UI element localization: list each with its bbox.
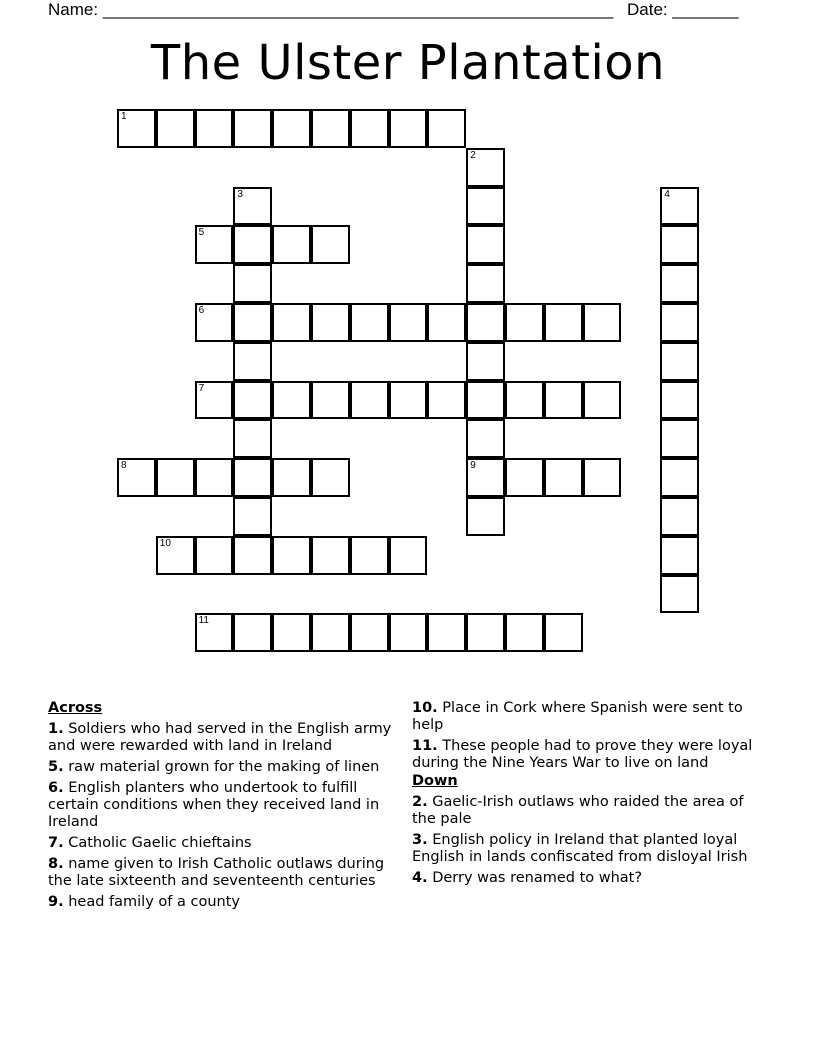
grid-cell[interactable] (233, 419, 272, 458)
grid-cell[interactable] (233, 342, 272, 381)
grid-cell[interactable] (466, 187, 505, 226)
grid-cell[interactable] (660, 381, 699, 420)
clue-number: 4. (412, 870, 428, 886)
grid-cell[interactable] (466, 497, 505, 536)
cell-number: 10 (159, 537, 171, 549)
grid-cell[interactable] (195, 613, 234, 652)
grid-cell[interactable] (350, 109, 389, 148)
grid-cell[interactable] (272, 109, 311, 148)
grid-cell[interactable] (233, 497, 272, 536)
clue-number: 8. (48, 856, 64, 872)
clue-across-6 (48, 780, 408, 831)
clue-number: 7. (48, 835, 64, 851)
clue-across-5 (48, 759, 408, 776)
grid-cell[interactable] (660, 264, 699, 303)
grid-cell[interactable] (466, 264, 505, 303)
grid-cell[interactable] (272, 536, 311, 575)
grid-cell[interactable] (466, 148, 505, 187)
grid-cell[interactable] (505, 381, 544, 420)
grid-cell[interactable] (660, 303, 699, 342)
cell-number: 6 (198, 305, 205, 316)
grid-cell[interactable] (660, 497, 699, 536)
clue-number: 1. (48, 721, 64, 737)
grid-cell[interactable] (195, 381, 234, 420)
grid-cell[interactable] (233, 381, 272, 420)
grid-cell[interactable] (466, 419, 505, 458)
clue-down-3 (412, 832, 757, 866)
grid-cell[interactable] (427, 381, 466, 420)
grid-cell[interactable] (272, 381, 311, 420)
grid-cell[interactable] (272, 225, 311, 264)
grid-cell[interactable] (466, 381, 505, 420)
grid-cell[interactable] (583, 458, 622, 497)
grid-cell[interactable] (466, 613, 505, 652)
clue-number: 10. (412, 700, 438, 716)
grid-cell[interactable] (350, 613, 389, 652)
grid-cell[interactable] (233, 264, 272, 303)
clue-across-8 (48, 856, 408, 890)
grid-cell[interactable] (583, 381, 622, 420)
grid-cell[interactable] (272, 613, 311, 652)
grid-cell[interactable] (389, 613, 428, 652)
grid-cell[interactable] (233, 225, 272, 264)
clue-down-4 (412, 870, 757, 887)
across-heading: Across (48, 700, 103, 716)
grid-cell[interactable] (117, 458, 156, 497)
page-title: The Ulster Plantation (150, 35, 666, 91)
grid-cell[interactable] (233, 458, 272, 497)
cell-number: 1 (121, 111, 127, 122)
grid-cell[interactable] (389, 536, 428, 575)
grid-cell[interactable] (544, 381, 583, 420)
grid-cell[interactable] (311, 536, 350, 575)
clue-text: raw material grown for the making of linen (63, 759, 380, 775)
grid-cell[interactable] (544, 303, 583, 342)
grid-cell[interactable] (156, 536, 195, 575)
clue-across-1 (48, 721, 408, 755)
cell-number: 2 (470, 149, 476, 161)
grid-cell[interactable] (233, 187, 272, 226)
clue-number: 2. (412, 794, 428, 810)
clue-text: English planters who undertook to fulfill certain conditions when they received land in Ireland (48, 780, 380, 830)
grid-cell[interactable] (233, 109, 272, 148)
grid-cell[interactable] (660, 342, 699, 381)
clue-across-11 (412, 738, 757, 772)
grid-cell[interactable] (583, 303, 622, 342)
grid-cell[interactable] (660, 187, 699, 226)
clue-down-2 (412, 794, 757, 828)
clue-text: Derry was renamed to what? (427, 870, 643, 886)
grid-cell[interactable] (272, 458, 311, 497)
clue-number: 11. (412, 738, 438, 754)
grid-cell[interactable] (350, 381, 389, 420)
grid-cell[interactable] (505, 613, 544, 652)
grid-cell[interactable] (389, 303, 428, 342)
grid-cell[interactable] (389, 381, 428, 420)
cell-number: 5 (198, 227, 205, 239)
clue-number: 9. (48, 894, 64, 910)
grid-cell[interactable] (660, 419, 699, 458)
clue-text: Place in Cork where Spanish were sent to help (412, 700, 743, 733)
grid-cell[interactable] (272, 303, 311, 342)
grid-cell[interactable] (427, 613, 466, 652)
grid-cell[interactable] (660, 225, 699, 264)
grid-cell[interactable] (156, 458, 195, 497)
grid-cell[interactable] (195, 536, 234, 575)
grid-cell[interactable] (195, 303, 234, 342)
grid-cell[interactable] (233, 303, 272, 342)
cell-number: 9 (470, 460, 476, 472)
grid-cell[interactable] (311, 458, 350, 497)
grid-cell[interactable] (195, 225, 234, 264)
grid-cell[interactable] (156, 109, 195, 148)
grid-cell[interactable] (117, 109, 156, 148)
grid-cell[interactable] (350, 536, 389, 575)
grid-cell[interactable] (195, 109, 234, 148)
down-heading: Down (412, 773, 458, 789)
grid-cell[interactable] (466, 303, 505, 342)
grid-cell[interactable] (505, 458, 544, 497)
grid-cell[interactable] (311, 109, 350, 148)
grid-cell[interactable] (660, 458, 699, 497)
clue-number: 6. (48, 780, 64, 796)
cell-number: 4 (664, 188, 670, 200)
grid-cell[interactable] (311, 225, 350, 264)
cell-number: 11 (198, 615, 209, 627)
grid-cell[interactable] (311, 381, 350, 420)
grid-cell[interactable] (466, 342, 505, 381)
clue-text: English policy in Ireland that planted loyal English in lands confiscated from disloyal Irish (412, 832, 748, 865)
grid-cell[interactable] (311, 303, 350, 342)
clue-text: Gaelic-Irish outlaws who raided the area of the pale (412, 794, 744, 827)
grid-cell[interactable] (544, 613, 583, 652)
grid-cell[interactable] (350, 303, 389, 342)
clue-text: Catholic Gaelic chieftains (63, 835, 252, 851)
grid-cell[interactable] (389, 109, 428, 148)
clue-number: 3. (412, 832, 428, 848)
grid-cell[interactable] (466, 225, 505, 264)
grid-cell[interactable] (427, 109, 466, 148)
grid-cell[interactable] (505, 303, 544, 342)
grid-cell[interactable] (660, 575, 699, 614)
name-field-label: Name: ______________________________________________________ (48, 0, 614, 19)
clue-text: name given to Irish Catholic outlaws during the late sixteenth and seventeenth centuries (48, 856, 385, 889)
clue-text: Soldiers who had served in the English army and were rewarded with land in Ireland (48, 721, 392, 754)
cell-number: 8 (121, 460, 127, 472)
grid-cell[interactable] (466, 458, 505, 497)
clue-text: These people had to prove they were loyal during the Nine Years War to live on land (412, 738, 753, 771)
date-field-label: Date: _______ (627, 0, 739, 19)
grid-cell[interactable] (311, 613, 350, 652)
grid-cell[interactable] (233, 536, 272, 575)
cell-number: 7 (198, 382, 205, 394)
clue-across-9 (48, 894, 408, 911)
grid-cell[interactable] (195, 458, 234, 497)
grid-cell[interactable] (233, 613, 272, 652)
cell-number: 3 (237, 188, 243, 200)
clue-number: 5. (48, 759, 64, 775)
clue-across-7 (48, 835, 408, 852)
clues-column-right (412, 700, 757, 891)
clues-column-left (48, 700, 408, 915)
grid-cell[interactable] (427, 303, 466, 342)
clue-text: head family of a county (63, 894, 240, 910)
grid-cell[interactable] (660, 536, 699, 575)
clue-across-10 (412, 700, 757, 734)
grid-cell[interactable] (544, 458, 583, 497)
